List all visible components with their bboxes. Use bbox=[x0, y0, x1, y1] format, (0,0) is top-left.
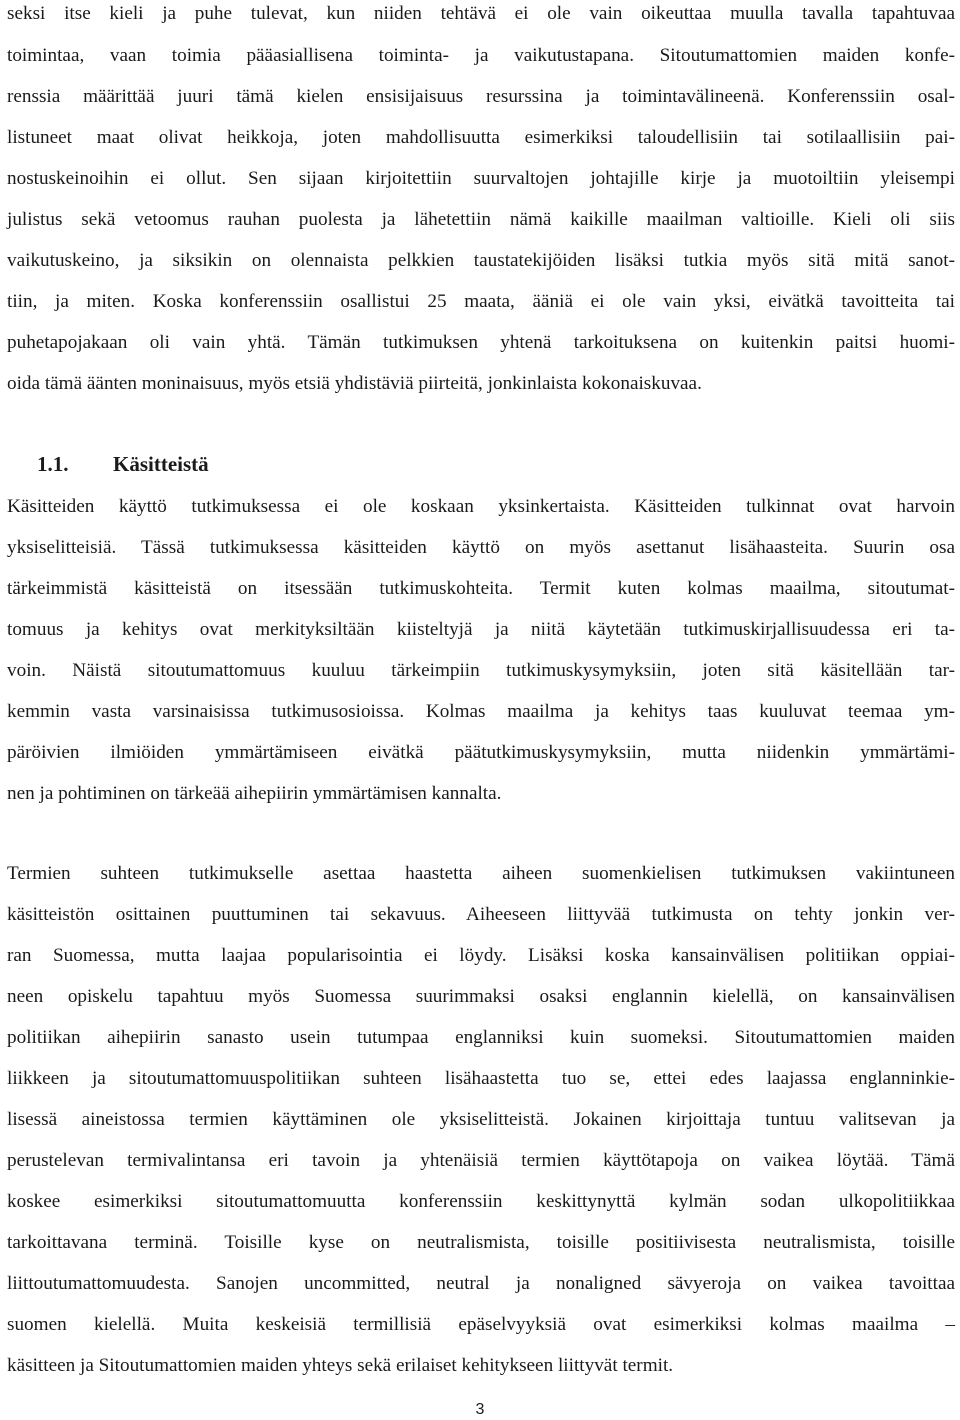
paragraph-line: vaikutuskeino, ja siksikin on olennaista pelkkien taustatekijöiden lisäksi tutkia myös sitä mitä sanot- bbox=[7, 250, 955, 271]
paragraph-line: seksi itse kieli ja puhe tulevat, kun niiden tehtävä ei ole vain oikeuttaa muulla tavalla tapahtuvaa bbox=[7, 3, 955, 24]
page-number: 3 bbox=[475, 1401, 485, 1418]
paragraph-line: tiin, ja miten. Koska konferenssiin osallistui 25 maata, ääniä ei ole vain yksi, eivätkä tavoitteita tai bbox=[7, 291, 955, 312]
paragraph-line: voin. Näistä sitoutumattomuus kuuluu tärkeimpiin tutkimuskysymyksiin, joten sitä käsitellään tar- bbox=[7, 660, 955, 681]
paragraph-line: yksiselitteisiä. Tässä tutkimuksessa käsitteiden käyttö on myös asettanut lisähaasteita. Suurin osa bbox=[7, 537, 955, 558]
paragraph-line: kemmin vasta varsinaisissa tutkimusosioissa. Kolmas maailma ja kehitys taas kuuluvat teemaa ym- bbox=[7, 701, 955, 722]
section-heading bbox=[37, 450, 209, 478]
paragraph-line: liikkeen ja sitoutumattomuuspolitiikan suhteen lisähaastetta tuo se, ettei edes laajassa englanninkie- bbox=[7, 1068, 955, 1089]
paragraph-line: käsitteen ja Sitoutumattomien maiden yhteys sekä erilaiset kehitykseen liittyvät termit. bbox=[7, 1355, 674, 1376]
paragraph-line: perustelevan termivalintansa eri tavoin ja yhtenäisiä termien käyttötapoja on vaikea löytää. Tämä bbox=[7, 1150, 955, 1171]
paragraph-line: toimintaa, vaan toimia pääasiallisena toiminta- ja vaikutustapana. Sitoutumattomien maiden konfe- bbox=[7, 45, 955, 66]
paragraph-line: suomen kielellä. Muita keskeisiä termillisiä epäselvyyksiä ovat esimerkiksi kolmas maailma – bbox=[7, 1314, 955, 1335]
paragraph-line: nen ja pohtiminen on tärkeää aihepiirin ymmärtämisen kannalta. bbox=[7, 783, 502, 804]
paragraph-line: oida tämä äänten moninaisuus, myös etsiä yhdistäviä piirteitä, jonkinlaista kokonaiskuvaa. bbox=[7, 373, 702, 394]
paragraph-line: puhetapojakaan oli vain yhtä. Tämän tutkimuksen yhtenä tarkoituksena on kuitenkin paitsi huomi- bbox=[7, 332, 955, 353]
paragraph-line: listuneet maat olivat heikkoja, joten mahdollisuutta esimerkiksi taloudellisiin tai sotilaallisiin pai- bbox=[7, 127, 955, 148]
paragraph-line: liittoutumattomuudesta. Sanojen uncommitted, neutral ja nonaligned sävyeroja on vaikea tavoittaa bbox=[7, 1273, 955, 1294]
paragraph-line: koskee esimerkiksi sitoutumattomuutta konferenssiin keskittynyttä kylmän sodan ulkopolitiikkaa bbox=[7, 1191, 955, 1212]
paragraph-line: käsitteistön osittainen puuttuminen tai sekavuus. Aiheeseen liittyvää tutkimusta on tehty jonkin ver- bbox=[7, 904, 955, 925]
paragraph-line: tärkeimmistä käsitteistä on itsessään tutkimuskohteita. Termit kuten kolmas maailma, sitoutumat- bbox=[7, 578, 955, 599]
section-title: Käsitteistä bbox=[113, 452, 209, 476]
paragraph-line: lisessä aineistossa termien käyttäminen ole yksiselitteistä. Jokainen kirjoittaja tuntuu valitsevan ja bbox=[7, 1109, 955, 1130]
paragraph-line: Termien suhteen tutkimukselle asettaa haastetta aiheen suomenkielisen tutkimuksen vakiintuneen bbox=[7, 863, 955, 884]
paragraph-line: päröivien ilmiöiden ymmärtämiseen eivätkä päätutkimuskysymyksiin, mutta niidenkin ymmärtämi- bbox=[7, 742, 955, 763]
paragraph-line: politiikan aihepiirin sanasto usein tutumpaa englanniksi kuin suomeksi. Sitoutumattomien maiden bbox=[7, 1027, 955, 1048]
paragraph-line: neen opiskelu tapahtuu myös Suomessa suurimmaksi osaksi englannin kielellä, on kansainvälisen bbox=[7, 986, 955, 1007]
paragraph-line: renssia määrittää juuri tämä kielen ensisijaisuus resurssina ja toimintavälineenä. Konferenssiin osal- bbox=[7, 86, 955, 107]
section-number: 1.1. bbox=[37, 452, 69, 476]
paragraph-line: tarkoittavana terminä. Toisille kyse on neutralismista, toisille positiivisesta neutralismista, toisille bbox=[7, 1232, 955, 1253]
paragraph-line: julistus sekä vetoomus rauhan puolesta ja lähetettiin nämä kaikille maailman valtioille. Kieli oli siis bbox=[7, 209, 955, 230]
paragraph-line: Käsitteiden käyttö tutkimuksessa ei ole koskaan yksinkertaista. Käsitteiden tulkinnat ovat harvoin bbox=[7, 496, 955, 517]
paragraph-line: ran Suomessa, mutta laajaa popularisointia ei löydy. Lisäksi koska kansainvälisen politiikan oppiai- bbox=[7, 945, 955, 966]
paragraph-line: tomuus ja kehitys ovat merkityksiltään kiisteltyjä ja niitä käytetään tutkimuskirjallisuudessa eri ta- bbox=[7, 619, 955, 640]
paragraph-line: nostuskeinoihin ei ollut. Sen sijaan kirjoitettiin suurvaltojen johtajille kirje ja muotoiltiin yleisempi bbox=[7, 168, 955, 189]
